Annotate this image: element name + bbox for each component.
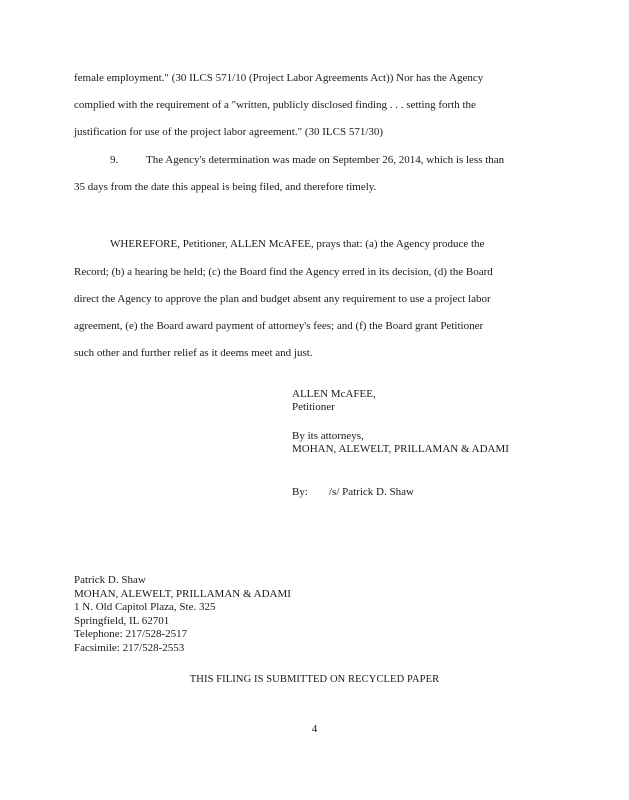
paragraph-8-line-3: justification for use of the project labor agreement." (30 ILCS 571/30) [74,126,384,138]
recycled-paper-notice: THIS FILING IS SUBMITTED ON RECYCLED PAPER [189,674,440,685]
wherefore-line-2: Record; (b) a hearing be held; (c) the Board find the Agency erred in its decision, (d) the Board [74,266,493,278]
petitioner-name: ALLEN McAFEE, [292,388,376,400]
contact-firm: MOHAN, ALEWELT, PRILLAMAN & ADAMI [74,587,291,600]
contact-facsimile: Facsimile: 217/528-2553 [74,641,185,654]
wherefore-line-1: WHEREFORE, Petitioner, ALLEN McAFEE, prays that: (a) the Agency produce the [110,238,485,250]
by-attorneys-label: By its attorneys, [292,430,364,442]
page-number: 4 [311,723,318,735]
contact-telephone: Telephone: 217/528-2517 [74,628,188,640]
wherefore-line-4: agreement, (e) the Board award payment of attorney's fees; and (f) the Board grant Petitioner [74,320,484,332]
wherefore-line-5: such other and further relief as it deems meet and just. [74,347,313,359]
paragraph-9-line-2: 35 days from the date this appeal is being filed, and therefore timely. [74,181,377,193]
paragraph-8-line-2: complied with the requirement of a "written, publicly disclosed finding . . . setting forth the [74,99,476,111]
contact-name: Patrick D. Shaw [74,574,146,586]
contact-address-2: Springfield, IL 62701 [74,614,170,627]
paragraph-9-number: 9. [110,154,119,166]
by-label: By: [292,486,308,498]
wherefore-line-3: direct the Agency to approve the plan and budget absent any requirement to use a project labor [74,293,491,305]
electronic-signature: /s/ Patrick D. Shaw [329,486,414,498]
paragraph-9-line-1: The Agency's determination was made on September 26, 2014, which is less than [146,154,505,166]
paragraph-8-line-1: female employment." (30 ILCS 571/10 (Project Labor Agreements Act)) Nor has the Agency [74,72,484,84]
attorney-firm: MOHAN, ALEWELT, PRILLAMAN & ADAMI [292,443,509,455]
contact-address-1: 1 N. Old Capitol Plaza, Ste. 325 [74,601,216,613]
petitioner-role: Petitioner [292,401,335,413]
